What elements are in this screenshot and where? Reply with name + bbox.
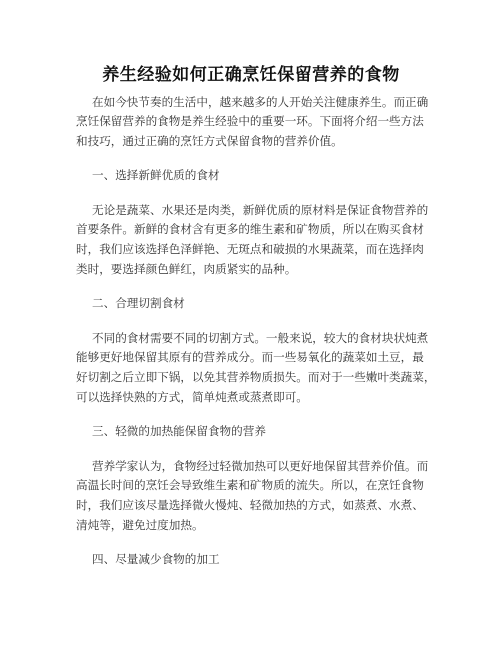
section-3-line-2: 高温长时间的烹饪会导致维生素和矿物质的流失。所以，在烹饪食物 xyxy=(76,478,424,492)
section-heading-1: 一、选择新鲜优质的食材 xyxy=(92,168,220,182)
section-2-line-2: 能够更好地保留其原有的营养成分。而一些易氧化的蔬菜如土豆，最 xyxy=(76,350,424,364)
section-2-line-4: 可以选择快熟的方式，简单炖煮或蒸煮即可。 xyxy=(76,390,308,404)
section-3-line-3: 时，我们应该尽量选择微火慢炖、轻微加热的方式，如蒸煮、水煮、 xyxy=(76,498,424,512)
section-3-line-1: 营养学家认为，食物经过轻微加热可以更好地保留其营养价值。而 xyxy=(92,459,429,473)
intro-line-1: 在如今快节奏的生活中，越来越多的人开始关注健康养生。而正确 xyxy=(92,95,429,109)
document-title: 养生经验如何正确烹饪保留营养的食物 xyxy=(102,65,400,85)
intro-line-2: 烹饪保留营养的食物是养生经验中的重要一环。下面将介绍一些方法 xyxy=(76,114,424,128)
section-1-line-1: 无论是蔬菜、水果还是肉类，新鲜优质的原材料是保证食物营养的 xyxy=(92,203,429,217)
section-heading-4: 四、尽量减少食物的加工 xyxy=(92,552,220,566)
section-1-line-4: 类时，要选择颜色鲜红，肉质紧实的品种。 xyxy=(76,262,297,276)
section-2-line-1: 不同的食材需要不同的切割方式。一般来说，较大的食材块状炖煮 xyxy=(92,331,429,345)
section-1-line-2: 首要条件。新鲜的食材含有更多的维生素和矿物质，所以在购买食材 xyxy=(76,222,424,236)
section-heading-3: 三、轻微的加热能保留食物的营养 xyxy=(92,424,266,438)
intro-line-3: 和技巧，通过正确的烹饪方式保留食物的营养价值。 xyxy=(76,134,343,148)
section-1-line-3: 时，我们应该选择色泽鲜艳、无斑点和破损的水果蔬菜，而在选择肉 xyxy=(76,242,424,256)
section-2-line-3: 好切割之后立即下锅，以免其营养物质损失。而对于一些嫩叶类蔬菜， xyxy=(76,370,436,384)
section-heading-2: 二、合理切割食材 xyxy=(92,296,185,310)
section-3-line-4: 清炖等，避免过度加热。 xyxy=(76,518,204,532)
